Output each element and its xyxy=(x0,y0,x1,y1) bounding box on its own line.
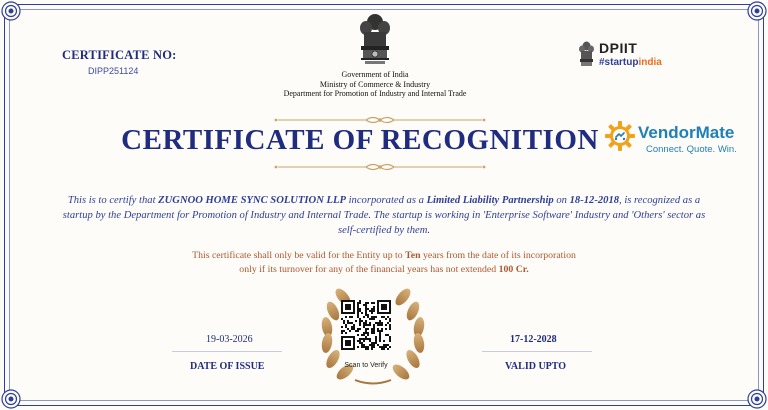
validity-text: years from the date of its incorporation xyxy=(423,250,576,261)
scan-to-verify-caption: Scan to Verify xyxy=(344,362,388,369)
valid-upto-date: 17-12-2028 xyxy=(510,334,557,345)
statement-text: incorporated as a xyxy=(348,195,424,206)
vendormate-logo xyxy=(604,118,764,162)
valid-upto-line xyxy=(482,351,592,352)
gear-icon xyxy=(604,120,636,152)
valid-upto-label: VALID UPTO xyxy=(505,361,567,372)
startup-tag-highlight: india xyxy=(638,57,662,68)
statement-text: This is to certify that xyxy=(67,195,156,206)
department-line: Department for Promotion of Industry and Internal Trade xyxy=(283,89,467,98)
corner-ornament-icon xyxy=(746,0,768,22)
statement-text: , is recognized as a startup by the Department for Promotion of Industry and Internal Trade. The startup is working in 'Enterprise Software' Industry and 'Others' sector as self-certified by them. xyxy=(62,195,706,236)
certificate-number-label: CERTIFICATE NO: xyxy=(62,48,177,62)
title-ornament-top-icon xyxy=(270,112,490,122)
title-ornament-bottom-icon xyxy=(270,159,490,169)
startup-india-tag xyxy=(599,57,662,68)
issue-date: 19-03-2026 xyxy=(206,334,253,345)
startup-tag-prefix: #startup xyxy=(599,57,639,68)
ministry-line: Ministry of Commerce & Industry xyxy=(319,79,431,89)
turnover-limit: 100 Cr. xyxy=(498,264,529,275)
incorporation-date: 18-12-2018 xyxy=(569,195,620,206)
government-header xyxy=(250,70,500,99)
corner-ornament-icon xyxy=(0,0,22,22)
corner-ornament-icon xyxy=(0,388,22,410)
validity-text: only if its turnover for any of the financial years has not extended xyxy=(239,264,497,275)
vendormate-name: VendorMate xyxy=(638,123,735,142)
validity-statement xyxy=(120,249,648,277)
certification-statement xyxy=(60,193,708,238)
certificate-number-value: DIPP251124 xyxy=(88,66,139,76)
government-line: Government of India xyxy=(341,70,409,79)
national-emblem-icon xyxy=(352,12,398,68)
qr-code[interactable] xyxy=(341,300,391,350)
validity-text: This certificate shall only be valid for the Entity up to xyxy=(192,250,403,261)
corner-ornament-icon xyxy=(746,388,768,410)
vendormate-tagline: Connect. Quote. Win. xyxy=(646,144,737,155)
validity-years: Ten xyxy=(405,250,421,261)
dpiit-emblem-icon xyxy=(578,41,595,68)
issue-date-line xyxy=(172,351,282,352)
dpiit-logo xyxy=(578,40,678,74)
statement-text: on xyxy=(556,195,567,206)
certificate-title: CERTIFICATE OF RECOGNITION xyxy=(121,124,599,156)
dpiit-title: DPIIT xyxy=(599,40,638,56)
entity-type: Limited Liability Partnership xyxy=(426,195,554,206)
entity-name: ZUGNOO HOME SYNC SOLUTION LLP xyxy=(158,195,346,206)
issue-date-label: DATE OF ISSUE xyxy=(190,361,265,372)
